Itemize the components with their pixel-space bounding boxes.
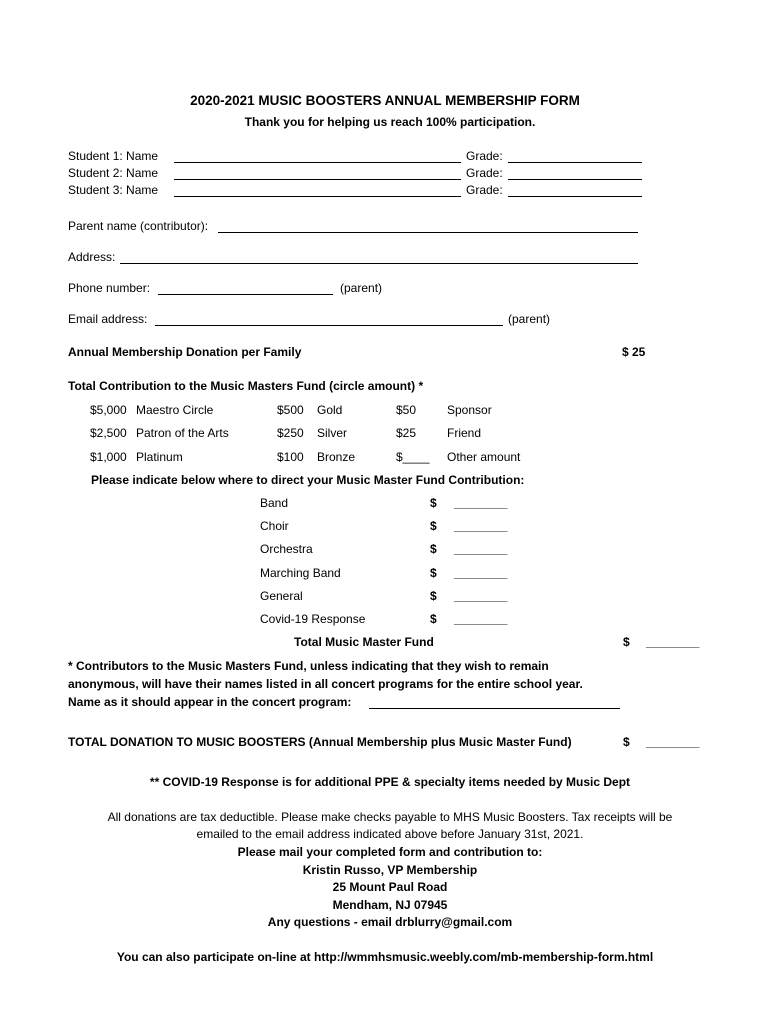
category-name: Band: [260, 496, 289, 510]
student-3-grade-field[interactable]: [508, 196, 642, 197]
covid-note: ** COVID-19 Response is for additional PPE & specialty items needed by Music Dept: [149, 775, 631, 789]
form-subtitle: Thank you for helping us reach 100% participation.: [244, 115, 536, 129]
total-donation-dollar: $: [623, 735, 630, 749]
level-name: Other amount: [447, 450, 521, 464]
note-line-2: anonymous, will have their names listed in all concert programs for the entire school year.: [68, 677, 583, 691]
total-donation-field[interactable]: ________: [646, 735, 700, 749]
student-2-label: Student 2: Name: [68, 166, 159, 180]
program-name-field[interactable]: [369, 708, 620, 709]
phone-suffix: (parent): [340, 281, 383, 295]
note-line-1: * Contributors to the Music Masters Fund, unless indicating that they wish to remain: [68, 659, 549, 673]
other-amount-field[interactable]: $____: [396, 450, 430, 464]
student-3-label: Student 3: Name: [68, 183, 159, 197]
phone-label: Phone number:: [68, 281, 151, 295]
level-amount[interactable]: $2,500: [90, 426, 127, 440]
student-1-name-field[interactable]: [174, 162, 461, 163]
level-name: Silver: [317, 426, 348, 440]
category-dollar: $: [430, 519, 437, 533]
mail-name: Kristin Russo, VP Membership: [302, 863, 478, 877]
student-3-name-field[interactable]: [174, 196, 461, 197]
category-name: Covid-19 Response: [260, 612, 366, 626]
student-2-grade-field[interactable]: [508, 179, 642, 180]
category-amount-field[interactable]: ________: [454, 496, 508, 510]
program-name-label: Name as it should appear in the concert program:: [68, 695, 352, 709]
total-donation-label: TOTAL DONATION TO MUSIC BOOSTERS (Annual Membership plus Music Master Fund): [68, 735, 572, 749]
category-amount-field[interactable]: ________: [454, 612, 508, 626]
questions-email: Any questions - email drblurry@gmail.com: [267, 915, 513, 929]
address-label: Address:: [68, 250, 116, 264]
address-field[interactable]: [120, 263, 638, 264]
email-field[interactable]: [155, 325, 503, 326]
category-amount-field[interactable]: ________: [454, 589, 508, 603]
level-name: Bronze: [317, 450, 356, 464]
mail-city: Mendham, NJ 07945: [332, 898, 448, 912]
category-dollar: $: [430, 496, 437, 510]
parent-name-label: Parent name (contributor):: [68, 219, 209, 233]
level-name: Patron of the Arts: [136, 426, 229, 440]
level-amount[interactable]: $5,000: [90, 403, 127, 417]
level-name: Friend: [447, 426, 482, 440]
tax-line-1: All donations are tax deductible. Please make checks payable to MHS Music Boosters. Tax receipts will be: [107, 810, 673, 824]
category-name: Orchestra: [260, 542, 313, 556]
mail-street: 25 Mount Paul Road: [332, 880, 448, 894]
level-amount[interactable]: $1,000: [90, 450, 127, 464]
category-name: Marching Band: [260, 566, 341, 580]
level-amount[interactable]: $250: [277, 426, 304, 440]
direct-heading: Please indicate below where to direct your Music Master Fund Contribution:: [91, 473, 525, 487]
category-amount-field[interactable]: ________: [454, 519, 508, 533]
student-3-grade-label: Grade:: [466, 183, 503, 197]
category-dollar: $: [430, 566, 437, 580]
category-amount-field[interactable]: ________: [454, 566, 508, 580]
level-amount[interactable]: $500: [277, 403, 304, 417]
category-name: Choir: [260, 519, 289, 533]
level-amount[interactable]: $50: [396, 403, 417, 417]
fund-total-field[interactable]: ________: [646, 635, 700, 649]
fund-total-label: Total Music Master Fund: [294, 635, 434, 649]
level-name: Platinum: [136, 450, 183, 464]
fund-total-dollar: $: [623, 635, 630, 649]
level-name: Sponsor: [447, 403, 492, 417]
annual-membership-amount: $ 25: [622, 345, 646, 359]
annual-membership-label: Annual Membership Donation per Family: [68, 345, 302, 359]
category-dollar: $: [430, 542, 437, 556]
email-suffix: (parent): [508, 312, 551, 326]
category-dollar: $: [430, 589, 437, 603]
online-link[interactable]: You can also participate on-line at http://wmmhsmusic.weebly.com/mb-membership-form.html: [116, 950, 654, 964]
student-2-name-field[interactable]: [174, 179, 461, 180]
student-2-grade-label: Grade:: [466, 166, 503, 180]
fund-heading: Total Contribution to the Music Masters Fund (circle amount) *: [68, 379, 424, 393]
student-1-grade-field[interactable]: [508, 162, 642, 163]
phone-field[interactable]: [158, 294, 333, 295]
level-amount[interactable]: $25: [396, 426, 417, 440]
level-name: Maestro Circle: [136, 403, 214, 417]
category-name: General: [260, 589, 303, 603]
parent-name-field[interactable]: [218, 232, 638, 233]
tax-line-2: emailed to the email address indicated above before January 31st, 2021.: [196, 827, 584, 841]
mail-instructions: Please mail your completed form and contribution to:: [237, 845, 543, 859]
form-title: 2020-2021 MUSIC BOOSTERS ANNUAL MEMBERSHIP FORM: [190, 93, 580, 108]
email-label: Email address:: [68, 312, 148, 326]
level-name: Gold: [317, 403, 343, 417]
student-1-label: Student 1: Name: [68, 149, 159, 163]
category-dollar: $: [430, 612, 437, 626]
level-amount[interactable]: $100: [277, 450, 304, 464]
category-amount-field[interactable]: ________: [454, 542, 508, 556]
student-1-grade-label: Grade:: [466, 149, 503, 163]
